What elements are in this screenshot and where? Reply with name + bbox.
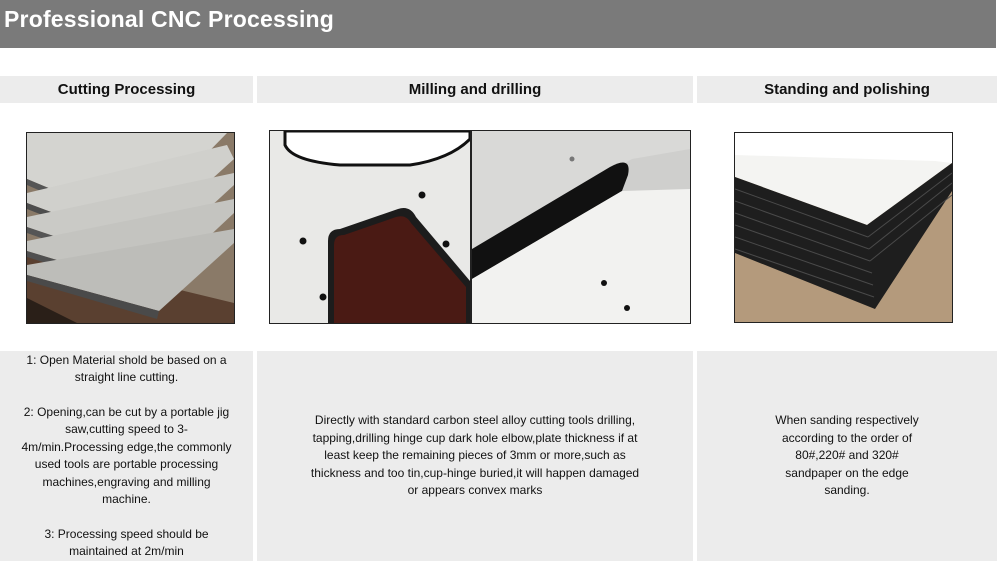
- milled-panel-holes-photo: [269, 130, 471, 324]
- milling-drilling-description: [257, 351, 693, 561]
- drill-hole-icon: [443, 241, 450, 248]
- heading-milling-drilling: [257, 76, 693, 103]
- drill-hole-icon: [601, 280, 607, 286]
- drill-hole-icon: [570, 157, 575, 162]
- description-paragraph: 3: Processing speed should be maintained at 2m/min: [44, 526, 209, 558]
- description-paragraph: Directly with standard carbon steel alloy cutting tools drilling, tapping,drilling hinge cup dark hole elbow,plate thickness if at least keep the remaining pieces of 3mm or more,such as thickness and too tin,cup-hinge buried,it will happen damaged or appears convex marks: [310, 413, 640, 498]
- page-title: Professional CNC Processing: [4, 6, 335, 32]
- cutting-processing-description: [0, 351, 253, 561]
- drill-hole-icon: [419, 192, 426, 199]
- heading-label: Standing and polishing: [764, 81, 930, 98]
- heading-standing-polishing: [697, 76, 997, 103]
- stacked-panels-cut-edges-photo: [26, 132, 235, 324]
- heading-label: Milling and drilling: [408, 81, 542, 98]
- description-paragraph: 2: Opening,can be cut by a portable jig saw,cutting speed to 3-4m/min.Processing edge,the commonly used tools are portable processing machines,engraving and milling machine.: [21, 404, 232, 506]
- header-banner: [0, 0, 996, 48]
- sanded-panel-stack-photo: [734, 132, 953, 323]
- description-paragraph: 1: Open Material shold be based on a straight line cutting.: [26, 352, 227, 384]
- heading-label: Cutting Processing: [57, 81, 196, 98]
- description-paragraph: When sanding respectively according to the order of 80#,220# and 320# sandpaper on the edge sanding.: [775, 413, 919, 498]
- routed-edge-closeup-photo: [471, 130, 691, 324]
- drill-hole-icon: [624, 305, 630, 311]
- drill-hole-icon: [300, 238, 307, 245]
- standing-polishing-description: [697, 351, 997, 561]
- drill-hole-icon: [320, 294, 327, 301]
- heading-cutting-processing: [0, 76, 253, 103]
